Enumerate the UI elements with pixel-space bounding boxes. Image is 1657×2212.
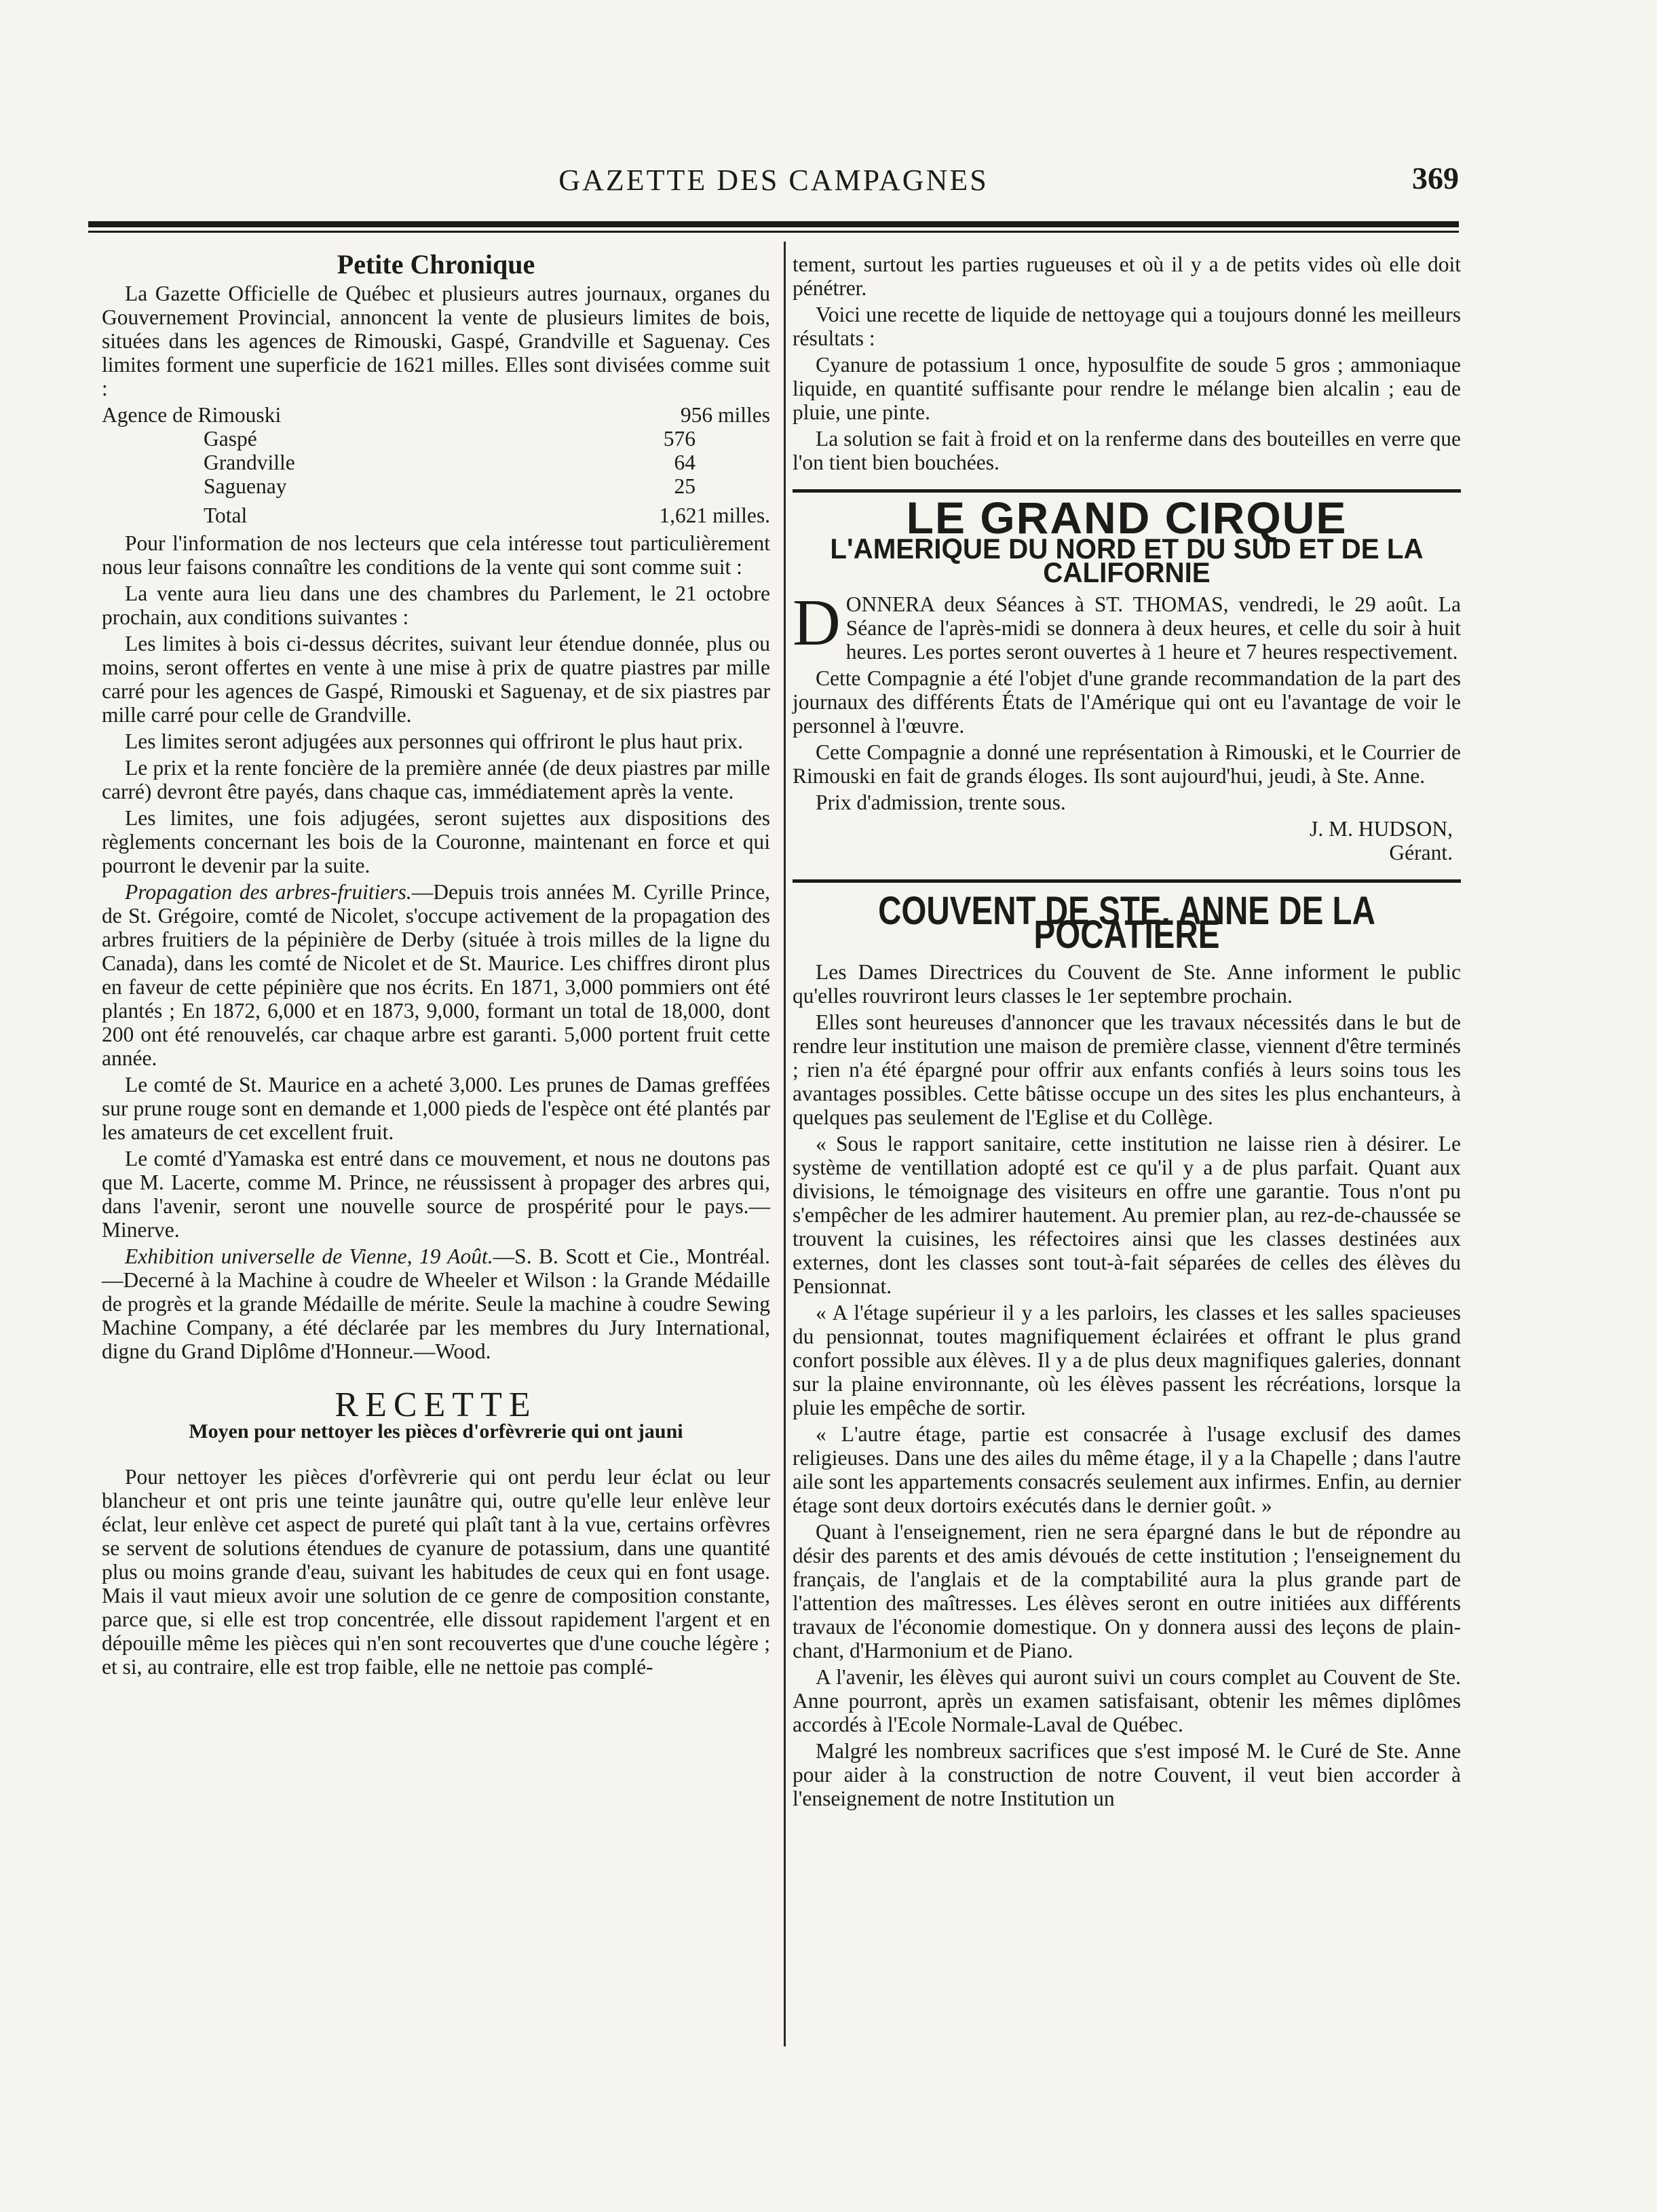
chronique-para-3: La vente aura lieu dans une des chambres du Parlement, le 21 octobre prochain, aux conditions suivantes :: [102, 581, 770, 629]
table-row-label: Saguenay: [204, 474, 287, 498]
table-row-label: Grandville: [204, 451, 295, 474]
table-row-label: Agence de Rimouski: [102, 403, 282, 427]
cirque-para-3: Cette Compagnie a donné une représentation à Rimouski, et le Courrier de Rimouski en fait de grands éloges. Ils sont aujourd'hui, jeudi, à Ste. Anne.: [793, 740, 1461, 788]
recette-subtitle: Moyen pour nettoyer les pièces d'orfèvrerie qui ont jauni: [189, 1420, 683, 1443]
chronique-title: Petite Chronique: [337, 249, 535, 280]
exhibition-body: —S. B. Scott et Cie., Montréal.—Decerné à la Machine à coudre de Wheeler et Wilson : la Grande Médaille de progrès et la grande Médaille de mérite. Seule la machine à coudre Sewing Machine Company, a été déclarée par les membres du Jury International, digne du Grand Diplôme d'Honneur.—Wood.: [102, 1244, 770, 1363]
couvent-para-6: Quant à l'enseignement, rien ne sera épargné dans le but de répondre au désir des parents et des amis dévoués de cette institution ; l'enseignement du français, de l'anglais et de la comptabilité aura la plus grande part de l'attention des maîtresses. Les élèves seront en outre initiées aux différents travaux de l'économie domestique. On y donnera aussi des leçons de plain-chant, d'Harmonium et de Piano.: [793, 1520, 1461, 1662]
page-number: 369: [1412, 161, 1459, 195]
chronique-para-11: [102, 1244, 770, 1363]
table-row: [102, 403, 770, 427]
recette-continued-3: Cyanure de potassium 1 once, hyposulfite de soude 5 gros ; ammoniaque liquide, en quantité suffisante pour rendre le mélange bien alcalin ; eau de pluie, une pinte.: [793, 353, 1461, 424]
couvent-para-1: Les Dames Directrices du Couvent de Ste. Anne informent le public qu'elles rouvriront leurs classes le 1er septembre prochain.: [793, 960, 1461, 1008]
chronique-para-1: La Gazette Officielle de Québec et plusieurs autres journaux, organes du Gouvernement Provincial, annoncent la vente de plusieurs limites de bois, situées dans les agences de Rimouski, Gaspé, Grandville et Saguenay. Ces limites forment une superficie de 1621 milles. Elles sont divisées comme suit :: [102, 282, 770, 400]
dropcap: D: [793, 586, 841, 660]
left-column: [102, 249, 770, 1681]
couvent-para-8: Malgré les nombreux sacrifices que s'est imposé M. le Curé de Ste. Anne pour aider à la construction de notre Couvent, il veut bien accorder à l'enseignement de notre Institution un: [793, 1739, 1461, 1810]
chronique-para-9: Le comté de St. Maurice en a acheté 3,000. Les prunes de Damas greffées sur prune rouge sont en demande et 1,000 pieds de l'espèce ont été plantés par les amateurs de cet excellent fruit.: [102, 1073, 770, 1144]
chronique-para-4: Les limites à bois ci-dessus décrites, suivant leur étendue donnée, plus ou moins, seront offertes en vente à une mise à prix de quatre piastres par mille carré pour les agences de Gaspé, Rimouski et Saguenay, et de six piastres par mille carré pour celle de Grandville.: [102, 632, 770, 727]
header-rule-thick: [88, 221, 1459, 227]
chronique-para-7: Les limites, une fois adjugées, seront sujettes aux dispositions des règlements concernant les bois de la Couronne, maintenant en force et qui pourront le devenir par la suite.: [102, 806, 770, 877]
exhibition-title: Exhibition universelle de Vienne, 19 Août.: [125, 1244, 493, 1268]
section-separator: [793, 879, 1461, 883]
table-row-value: 576: [663, 427, 696, 451]
propagation-body: —Depuis trois années M. Cyrille Prince, de St. Grégoire, comté de Nicolet, s'occupe activement de la propagation des arbres fruitiers de la pépinière de Derby (située à trois milles de la ligne du Canada), dans les comté de Nicolet et de St. Maurice. Les chiffres diront plus en faveur de cette pépinière que nos écrits. En 1871, 3,000 pommiers ont été plantés ; En 1872, 6,000 et en 1873, 9,000, formant un total de 18,000, dont 200 ont été renouvelés, car chaque arbre est garanti. 5,000 portent fruit cette année.: [102, 880, 770, 1070]
cirque-para-1: [793, 586, 1461, 664]
page-header: [88, 160, 1459, 208]
chronique-para-8: [102, 880, 770, 1070]
propagation-title: Propagation des arbres-fruitiers.: [125, 880, 412, 904]
cirque-signature-role: Gérant.: [1389, 841, 1453, 864]
right-column: [793, 252, 1461, 1813]
table-row-value: 25: [674, 474, 696, 498]
chronique-para-5: Les limites seront adjugées aux personnes qui offriront le plus haut prix.: [125, 729, 743, 753]
table-row: [102, 427, 770, 451]
table-total-value: 1,621 milles.: [659, 503, 770, 527]
limits-table: [102, 403, 770, 527]
table-row: [102, 474, 770, 498]
table-total-row: [102, 503, 770, 527]
recette-continued-4: La solution se fait à froid et on la renferme dans des bouteilles en verre que l'on tient bien bouchées.: [793, 427, 1461, 474]
couvent-para-3: « Sous le rapport sanitaire, cette institution ne laisse rien à désirer. Le système de ventillation adopté est ce qu'il y a de plus parfait. Quant aux divisions, le témoignage des visiteurs en offre une garantie. Tous n'ont pu s'empêcher de les admirer hautement. Au premier plan, au rez-de-chaussée se trouvent la cuisines, les réfectoires ainsi que les classes destinées aux externes, dont les classes sont tout-à-fait séparées de celles des élèves du Pensionnat.: [793, 1132, 1461, 1298]
table-total-label: Total: [204, 503, 248, 527]
cirque-subtitle: L'AMERIQUE DU NORD ET DU SUD ET DE LA CALIFORNIE: [830, 533, 1424, 588]
column-divider: [784, 242, 786, 2046]
recette-continued-1: tement, surtout les parties rugueuses et où il y a de petits vides où elle doit pénétrer.: [793, 252, 1461, 300]
header-rule-thin: [88, 231, 1459, 233]
couvent-para-2: Elles sont heureuses d'annoncer que les travaux nécessités dans le but de rendre leur institution une maison de première classe, viennent d'être terminés ; rien n'a été épargné pour offrir aux enfants confiés à leurs soins tous les avantages possibles. Cette bâtisse occupe un des sites les plus enchanteurs, à quelques pas seulement de l'Eglise et du Collège.: [793, 1010, 1461, 1129]
running-title: GAZETTE DES CAMPAGNES: [558, 164, 989, 197]
cirque-para-4: Prix d'admission, trente sous.: [816, 790, 1066, 814]
chronique-para-10: Le comté d'Yamaska est entré dans ce mouvement, et nous ne doutons pas que M. Lacerte, comme M. Prince, ne réussissent à propager des arbres qui, dans l'avenir, seront une nouvelle source de prospérité pour le pays.—Minerve.: [102, 1147, 770, 1242]
couvent-para-7: A l'avenir, les élèves qui auront suivi un cours complet au Couvent de Ste. Anne pourront, après un examen satisfaisant, obtenir les mêmes diplômes accordés à l'Ecole Normale-Laval de Québec.: [793, 1665, 1461, 1736]
cirque-para-2: Cette Compagnie a été l'objet d'une grande recommandation de la part des journaux des différents États de l'Amérique qui ont eu l'avantage de voir le personnel à l'œuvre.: [793, 666, 1461, 738]
cirque-para-1-body: ONNERA deux Séances à ST. THOMAS, vendredi, le 29 août. La Séance de l'après-midi se donnera à deux heures, et celle du soir à huit heures. Les portes seront ouvertes à 1 heure et 7 heures respectivement.: [845, 592, 1461, 664]
chronique-para-6: Le prix et la rente foncière de la première année (de deux piastres par mille carré) devront être payés, dans chaque cas, immédiatement après la vente.: [102, 756, 770, 803]
table-row-value: 956 milles: [680, 403, 770, 427]
recette-title: RECETTE: [335, 1386, 537, 1424]
couvent-para-4: « A l'étage supérieur il y a les parloirs, les classes et les salles spacieuses du pensionnat, toutes magnifiquement éclairées et offrant le plus grand confort possible aux élèves. Il y a de plus deux magnifiques galeries, donnant sur la plaine environnante, où les élèves passent les récréations, lorsque la pluie les empêche de sortir.: [793, 1301, 1461, 1419]
couvent-para-5: « L'autre étage, partie est consacrée à l'usage exclusif des dames religieuses. Dans une des ailes du même étage, il y a la Chapelle ; dans l'autre aile sont les appartements consacrés seulement aux infirmes. Enfin, au dernier étage sont deux dortoirs exécutés dans le dernier goût. »: [793, 1422, 1461, 1517]
table-row-label: Gaspé: [204, 427, 257, 451]
table-row: [102, 451, 770, 474]
table-row-value: 64: [674, 451, 696, 474]
chronique-para-2: Pour l'information de nos lecteurs que cela intéresse tout particulièrement nous leur faisons connaître les conditions de la vente qui sont comme suit :: [102, 531, 770, 579]
cirque-signature-name: J. M. HUDSON,: [1310, 817, 1453, 841]
recette-continued-2: Voici une recette de liquide de nettoyage qui a toujours donné les meilleurs résultats :: [793, 303, 1461, 350]
cirque-title: LE GRAND CIRQUE: [906, 493, 1348, 543]
couvent-title: COUVENT DE STE. ANNE DE LA POCATIERE: [878, 889, 1375, 957]
recette-para-1: Pour nettoyer les pièces d'orfèvrerie qui ont perdu leur éclat ou leur blancheur et ont pris une teinte jaunâtre qui, outre qu'elle leur enlève leur éclat, leur enlève cet aspect de pureté qui plaît tant à la vue, certains orfèvres se servent de solutions étendues de cyanure de potassium, dans une quantité plus ou moins grande d'eau, suivant les habitudes de ceux qui en font usage. Mais il vaut mieux avoir une solution de ce genre de composition constante, parce que, si elle est trop concentrée, elle dissout rapidement l'argent et en dépouille même les pièces qui n'en sont recouvertes que d'une couche légère ; et si, au contraire, elle est trop faible, elle ne nettoie pas complé-: [102, 1465, 770, 1679]
